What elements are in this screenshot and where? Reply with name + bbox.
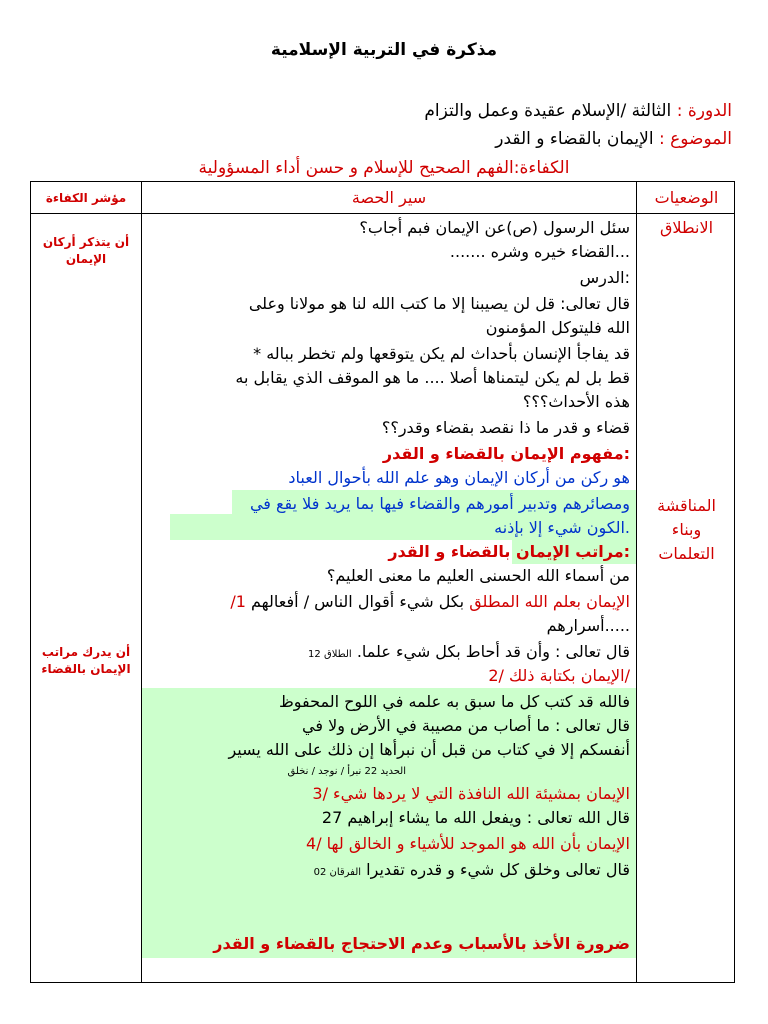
lesson-footer: ضرورة الأخذ بالأسباب وعدم الاحتجاج بالقضاء و القدر [213,934,630,953]
rank-1-line [230,590,630,614]
lesson-line: .....أسرارهم [546,616,630,635]
header-indicator: مؤشر الكفاءة [45,191,127,205]
header-situations: الوضعيات [654,188,719,207]
indicator-line: الإيمان [65,252,107,266]
section-heading: :مفهوم الإيمان بالقضاء و القدر [382,444,630,463]
verse-reference: الطلاق 12 [308,649,352,660]
lesson-line: فالله قد كتب كل ما سبق به علمه في اللوح المحفوظ [278,692,630,711]
verse-reference: الحديد 22 نبرأ / نوجد / نخلق [287,766,406,777]
lesson-line: قال تعالى: قل لن يصيبنا إلا ما كتب الله لنا هو مولانا وعلى [248,294,630,313]
lesson-line: قد يفاجأ الإنسان بأحداث لم يكن يتوقعها ولم تخطر بباله * [253,344,630,363]
situation-discussion-line: المناقشة [657,496,716,515]
rank-2-line: /الإيمان بكتابة ذلك /2 [488,666,630,685]
rank-3-line: الإيمان بمشيئة الله النافذة التي لا يردها شيء /3 [312,784,630,803]
column-divider [636,182,637,982]
indicator-line: أن يتذكر أركان [42,235,130,249]
topic-line [495,129,732,149]
cycle-value: الثالثة /الإسلام عقيدة وعمل والتزام [424,101,672,121]
lesson-line: قال الله تعالى : ويفعل الله ما يشاء إبراهيم 27 [321,808,630,827]
lesson-line: هذه الأحداث؟؟؟ [522,392,630,411]
verse-reference: الفرقان 02 [313,867,362,878]
cycle-label: الدورة : [676,101,732,121]
verse-text: قال تعالى وخلق كل شيء و قدره تقديرا [366,860,630,879]
topic-value: الإيمان بالقضاء و القدر [495,129,654,149]
lesson-line: :الدرس [579,268,630,287]
rank-4-line: الإيمان بأن الله هو الموجد للأشياء و الخالق لها /4 [306,834,630,853]
lesson-line: أنفسكم إلا في كتاب من قبل أن نبرأها إن ذلك على الله يسير [228,740,630,759]
lesson-line: ...القضاء خيره وشره ....... [449,242,630,261]
rank-number: 1/ [230,592,246,611]
indicator-line: أن يدرك مراتب [41,645,131,659]
rank-1-red: الإيمان بعلم الله المطلق [469,592,630,611]
lesson-line: قضاء و قدر ما ذا نقصد بقضاء وقدر؟؟ [381,418,630,437]
situation-discussion-line: وبناء [671,520,702,539]
lesson-line: سئل الرسول (ص)عن الإيمان فبم أجاب؟ [359,218,630,237]
lesson-table [30,181,735,983]
definition-line: ومصائرهم وتدبير أمورهم والقضاء فيها بما يريد فلا يقع في [249,494,630,513]
indicator-ranks [31,644,141,678]
lesson-line: الله فليتوكل المؤمنون [485,318,630,337]
situation-discussion-line: التعلمات [658,544,715,563]
definition-line: .الكون شيء إلا بإذنه [494,518,630,537]
lesson-line: قال تعالى : ما أصاب من مصيبة في الأرض ولا في [302,716,630,735]
verse-line [308,640,630,667]
header-lesson: سير الحصة [351,188,427,207]
page-title: مذكرة في التربية الإسلامية [270,40,498,60]
verse-line [314,858,630,885]
lesson-line: من أسماء الله الحسنى العليم ما معنى العليم؟ [326,566,630,585]
indicator-line: الإيمان بالقضاء [41,662,131,676]
definition-line: هو ركن من أركان الإيمان وهو علم الله بأحوال العباد [288,468,630,487]
indicator-pillars [31,234,141,268]
situation-discussion [637,494,736,566]
competence-line: الكفاءة:الفهم الصحيح للإسلام و حسن أداء المسؤولية [198,158,570,178]
lesson-line: قط بل لم يكن ليتمناها أصلا .... ما هو الموقف الذي يقابل به [235,368,630,387]
topic-label: الموضوع : [658,129,732,149]
situation-start: الانطلاق [659,218,714,237]
verse-text: قال تعالى : وأن قد أحاط بكل شيء علما. [356,642,630,661]
header-divider [31,213,734,214]
rank-1-rest: بكل شيء أقوال الناس / أفعالهم [251,592,465,611]
section-heading: :مراتب الإيمان بالقضاء و القدر [388,542,630,561]
cycle-line [424,101,732,121]
